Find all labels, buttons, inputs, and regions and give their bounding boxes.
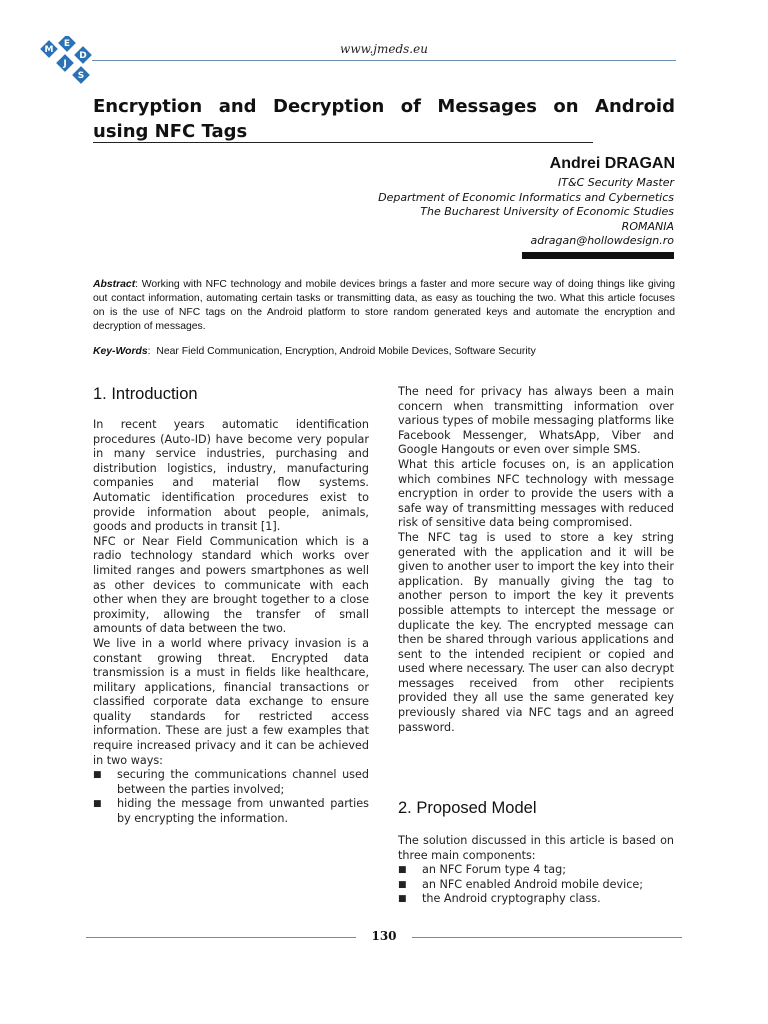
affiliation-program: IT&C Security Master: [558, 176, 674, 189]
author-email[interactable]: adragan@hollowdesign.ro: [530, 234, 674, 248]
bullet-icon: ■: [398, 865, 407, 876]
paragraph: The NFC tag is used to store a key string generated with the application and it will be given to another user to import the key into their application. By manually giving the tag to another person to import the key it prevents possible attempts to intercept the message or duplicate the key. The encrypted message can then be shared through various applications and sent to the intended recipient or copied and used where necessary. The user can also decrypt messages received from other recipients provided they all use the same generated key previously shared via NFC tags and an agreed password.: [398, 530, 674, 734]
keywords-text: Near Field Communication, Encryption, Android Mobile Devices, Software Security: [156, 346, 536, 357]
list-item: [398, 863, 674, 878]
list-item: [398, 892, 674, 907]
title-underline: [93, 142, 593, 143]
paragraph: What this article focuses on, is an application which combines NFC technology with message encryption in order to provide the users with a safe way of transmitting messages with reduced risk of sensitive data being compromised.: [398, 457, 674, 530]
paper-title: Encryption and Decryption of Messages on Android using NFC Tags: [93, 96, 675, 142]
author-affiliation: [378, 176, 674, 249]
bullet-icon: ■: [93, 770, 102, 781]
affiliation-university: The Bucharest University of Economic Studies: [420, 205, 674, 219]
logo-letter: E: [63, 39, 71, 49]
bullet-list: [93, 768, 369, 826]
abstract-text: Working with NFC technology and mobile devices brings a faster and more secure way of doing things like giving out contact information, automating certain tasks or transmitting data, as easy as touching the two. What this article focuses on is the use of NFC tags on the Android platform to store random generated keys and automate the encryption and decryption of messages.: [93, 279, 675, 332]
logo-letter: D: [79, 51, 87, 61]
keywords: Key-Words: Near Field Communication, Encryption, Android Mobile Devices, Software Security: [93, 346, 536, 357]
paragraph: NFC or Near Field Communication which is a radio technology standard which works over limited ranges and powers smartphones as well as other devices to communicate with each other when they are brought together to a close proximity, allowing the transfer of small amounts of data between the two.: [93, 534, 369, 636]
logo-letter: M: [44, 45, 54, 55]
page-number: 130: [371, 929, 397, 943]
list-item: [398, 878, 674, 893]
bullet-icon: ■: [93, 799, 102, 810]
list-item-text: securing the communications channel used between the parties involved;: [117, 768, 369, 796]
list-item: [93, 768, 369, 797]
list-item-text: the Android cryptography class.: [422, 892, 601, 906]
header-divider: [92, 60, 676, 61]
paragraph: In recent years automatic identification procedures (Auto-ID) have become very popular in many service industries, purchasing and distribution logistics, industry, manufacturing companies and material flow systems. Automatic identification procedures exist to provide information about people, animals, goods and products in transit [1].: [93, 418, 369, 534]
keywords-label: Key-Words: [93, 346, 148, 357]
bullet-icon: ■: [398, 894, 407, 905]
section-heading-proposed-model: 2. Proposed Model: [398, 799, 537, 817]
list-item-text: hiding the message from unwanted parties by encrypting the information.: [117, 797, 369, 826]
paragraph: The solution discussed in this article is based on three main components:: [398, 834, 674, 862]
bullet-list: [398, 863, 674, 907]
section-heading-introduction: 1. Introduction: [93, 385, 198, 403]
proposed-model-body: [398, 834, 674, 907]
list-item-text: an NFC enabled Android mobile device;: [422, 877, 644, 891]
paragraph: We live in a world where privacy invasion is a constant growing threat. Encrypted data transmission is a must in fields like healthcare, military applications, financial transactions or classified corporate data exchange to ensure quality standards for restricted access information. These are just a few examples that require increased privacy and it can be achieved in two ways:: [93, 636, 369, 767]
paragraph: The need for privacy has always been a main concern when transmitting information over various types of mobile messaging platforms like Facebook Messenger, WhatsApp, Viber and Google Hangouts or even over simple SMS.: [398, 385, 674, 457]
logo-letter: J: [63, 59, 67, 69]
affiliation-department: Department of Economic Informatics and Cybernetics: [378, 190, 674, 204]
logo-letter: S: [77, 71, 85, 81]
right-column: [398, 385, 674, 735]
abstract-label: Abstract: [93, 279, 136, 290]
abstract: Abstract: Working with NFC technology and mobile devices brings a faster and more secure way of doing things like giving out contact information, automating certain tasks or transmitting data, as easy as touching the two. What this article focuses on is the use of NFC tags on the Android platform to store random generated keys and automate the encryption and decryption of messages.: [93, 279, 675, 332]
list-item-text: an NFC Forum type 4 tag;: [422, 863, 567, 877]
author-divider-bar: [522, 252, 674, 259]
footer-divider-right: [412, 937, 682, 938]
list-item: [93, 797, 369, 826]
affiliation-country: ROMANIA: [621, 219, 674, 233]
bullet-icon: ■: [398, 879, 407, 890]
journal-url[interactable]: www.jmeds.eu: [340, 42, 428, 56]
author-name: Andrei DRAGAN: [549, 155, 675, 172]
left-column: [93, 418, 369, 827]
